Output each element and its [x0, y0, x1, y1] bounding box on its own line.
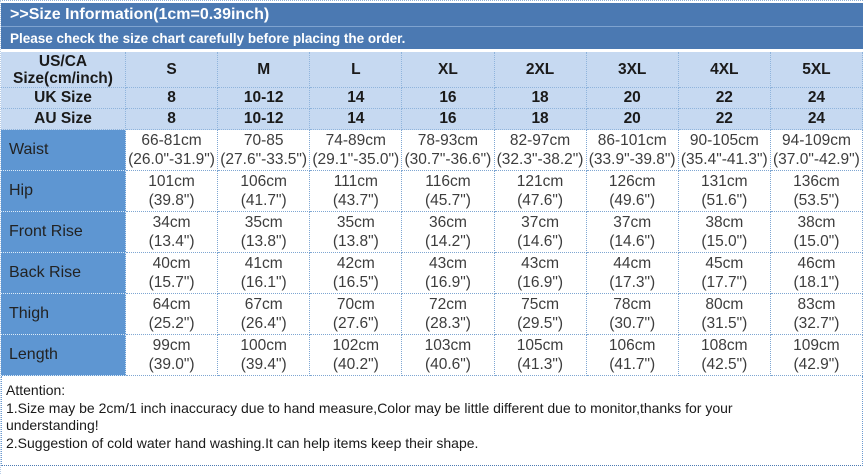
waist-cell-s — [126, 130, 218, 171]
thigh-cell-s — [126, 294, 218, 335]
uk-size-value: 8 — [126, 88, 218, 109]
au-size-value: 8 — [126, 109, 218, 130]
cm-value: 108cm — [701, 337, 748, 354]
length-cell-l — [310, 335, 402, 376]
inch-value: (33.9"-39.8") — [588, 151, 676, 168]
front-rise-cell-m — [218, 212, 310, 253]
front-rise-cell-2xl — [495, 212, 587, 253]
uk-size-value: 10-12 — [218, 88, 310, 109]
cm-value: 116cm — [425, 173, 471, 190]
inch-value: (16.9") — [424, 274, 471, 291]
cm-value: 106cm — [608, 337, 656, 354]
inch-value: (15.0") — [793, 233, 840, 250]
inch-value: (35.4"-41.3") — [680, 151, 768, 168]
waist-cell-2xl — [495, 130, 587, 171]
cm-value: 82-97cm — [509, 132, 571, 149]
waist-cell-l — [310, 130, 402, 171]
cm-value: 99cm — [152, 337, 191, 354]
cm-value: 70-85 — [243, 132, 284, 149]
inch-value: (29.5") — [517, 315, 564, 332]
inch-value: (13.8") — [332, 233, 379, 250]
thigh-cell-xl — [402, 294, 494, 335]
thigh-cell-m — [218, 294, 310, 335]
inch-value: (26.0"-31.9") — [128, 151, 215, 168]
hip-cell-4xl — [679, 171, 771, 212]
thigh-cell-3xl — [587, 294, 679, 335]
front-rise-cell-4xl — [679, 212, 771, 253]
cm-value: 111cm — [333, 173, 378, 190]
cm-value: 70cm — [336, 296, 375, 313]
au-size-value: 20 — [587, 109, 679, 130]
cm-value: 78-93cm — [417, 132, 479, 149]
waist-cell-3xl — [587, 130, 679, 171]
au-size-value: 22 — [679, 109, 771, 130]
uk-size-value: 22 — [679, 88, 771, 109]
length-cell-xl — [402, 335, 494, 376]
back-rise-cell-l — [310, 253, 402, 294]
size-table — [1, 52, 863, 376]
col-header-xl: XL — [402, 52, 494, 88]
au-size-value: 24 — [771, 109, 863, 130]
hip-cell-s — [126, 171, 218, 212]
row-label-back-rise: Back Rise — [1, 253, 126, 294]
cm-value: 42cm — [336, 255, 375, 272]
inch-value: (39.8") — [148, 192, 195, 209]
cm-value: 94-109cm — [781, 132, 851, 149]
inch-value: (25.2") — [148, 315, 195, 332]
cm-value: 90-105cm — [689, 132, 759, 149]
thigh-cell-5xl — [771, 294, 863, 335]
front-rise-cell-3xl — [587, 212, 679, 253]
length-cell-5xl — [771, 335, 863, 376]
length-cell-s — [126, 335, 218, 376]
cm-value: 41cm — [244, 255, 283, 272]
inch-value: (28.3") — [424, 315, 471, 332]
row-label-hip: Hip — [1, 171, 126, 212]
length-cell-3xl — [587, 335, 679, 376]
inch-value: (39.4") — [240, 356, 287, 373]
inch-value: (17.3") — [609, 274, 656, 291]
length-cell-2xl — [495, 335, 587, 376]
inch-value: (16.1") — [240, 274, 287, 291]
cm-value: 126cm — [608, 173, 656, 190]
inch-value: (51.6") — [701, 192, 748, 209]
cm-value: 38cm — [705, 214, 744, 231]
waist-cell-4xl — [679, 130, 771, 171]
back-rise-cell-4xl — [679, 253, 771, 294]
inch-value: (29.1"-35.0") — [312, 151, 400, 168]
inch-value: (49.6") — [609, 192, 656, 209]
cm-value: 45cm — [705, 255, 744, 272]
cm-value: 106cm — [240, 173, 287, 190]
inch-value: (14.2") — [424, 233, 471, 250]
uk-size-value: 20 — [587, 88, 679, 109]
hip-cell-m — [218, 171, 310, 212]
waist-cell-xl — [402, 130, 494, 171]
au-size-value: 16 — [402, 109, 494, 130]
hip-cell-2xl — [495, 171, 587, 212]
attention-section — [1, 376, 863, 466]
inch-value: (40.2") — [332, 356, 379, 373]
inch-value: (41.7") — [609, 356, 656, 373]
cm-value: 37cm — [521, 214, 560, 231]
cm-value: 131cm — [701, 173, 748, 190]
inch-value: (26.4") — [240, 315, 287, 332]
row-label-thigh: Thigh — [1, 294, 126, 335]
au-size-value: 14 — [310, 109, 402, 130]
cm-value: 64cm — [152, 296, 191, 313]
inch-value: (14.6") — [609, 233, 656, 250]
inch-value: (45.7") — [424, 192, 471, 209]
cm-value: 37cm — [613, 214, 652, 231]
uk-size-value: 24 — [771, 88, 863, 109]
corner-header-line2: Size(cm/inch) — [13, 69, 113, 87]
attention-note-1-cont: understanding! — [6, 417, 99, 433]
length-cell-m — [218, 335, 310, 376]
waist-cell-m — [218, 130, 310, 171]
au-size-value: 18 — [495, 109, 587, 130]
inch-value: (15.7") — [148, 274, 195, 291]
cm-value: 103cm — [424, 337, 472, 354]
row-label-length: Length — [1, 335, 126, 376]
col-header-m: M — [218, 52, 310, 88]
cm-value: 74-89cm — [325, 132, 386, 149]
attention-note-2: 2.Suggestion of cold water hand washing.It can help items keep their shape. — [6, 434, 479, 451]
cm-value: 44cm — [613, 255, 652, 272]
inch-value: (15.0") — [701, 233, 748, 250]
size-info-title: >>Size Information(1cm=0.39inch) — [10, 5, 270, 23]
inch-value: (32.7") — [793, 315, 840, 332]
cm-value: 38cm — [797, 214, 836, 231]
inch-value: (16.5") — [332, 274, 379, 291]
row-label-waist: Waist — [1, 130, 126, 171]
cm-value: 35cm — [244, 214, 283, 231]
inch-value: (40.6") — [424, 356, 471, 373]
back-rise-cell-5xl — [771, 253, 863, 294]
hip-cell-5xl — [771, 171, 863, 212]
col-header-2xl: 2XL — [495, 52, 587, 88]
cm-value: 43cm — [521, 255, 560, 272]
inch-value: (47.6") — [517, 192, 564, 209]
inch-value: (37.0"-42.9") — [773, 151, 860, 168]
length-cell-4xl — [679, 335, 771, 376]
inch-value: (42.5") — [701, 356, 748, 373]
hip-cell-3xl — [587, 171, 679, 212]
cm-value: 105cm — [516, 337, 564, 354]
inch-value: (27.6") — [332, 315, 379, 332]
col-header-l: L — [310, 52, 402, 88]
front-rise-cell-l — [310, 212, 402, 253]
cm-value: 80cm — [705, 296, 744, 313]
cm-value: 35cm — [336, 214, 375, 231]
cm-value: 75cm — [521, 296, 560, 313]
inch-value: (43.7") — [332, 192, 379, 209]
inch-value: (32.3"-38.2") — [496, 151, 584, 168]
back-rise-cell-xl — [402, 253, 494, 294]
cm-value: 72cm — [428, 296, 467, 313]
inch-value: (41.3") — [517, 356, 564, 373]
cm-value: 83cm — [797, 296, 836, 313]
cm-value: 40cm — [152, 255, 191, 272]
size-info-title-bar — [1, 3, 863, 27]
front-rise-cell-5xl — [771, 212, 863, 253]
col-header-3xl: 3XL — [587, 52, 679, 88]
back-rise-cell-3xl — [587, 253, 679, 294]
back-rise-cell-m — [218, 253, 310, 294]
au-size-value: 10-12 — [218, 109, 310, 130]
inch-value: (41.7") — [240, 192, 287, 209]
thigh-cell-2xl — [495, 294, 587, 335]
cm-value: 34cm — [152, 214, 191, 231]
cm-value: 78cm — [613, 296, 652, 313]
attention-title: Attention: — [6, 382, 66, 398]
uk-size-value: 14 — [310, 88, 402, 109]
cm-value: 66-81cm — [141, 132, 202, 149]
corner-header — [1, 52, 126, 88]
size-chart-subtitle: Please check the size chart carefully before placing the order. — [10, 30, 406, 46]
cm-value: 101cm — [148, 173, 195, 190]
cm-value: 46cm — [797, 255, 836, 272]
back-rise-cell-2xl — [495, 253, 587, 294]
inch-value: (14.6") — [517, 233, 564, 250]
cm-value: 109cm — [793, 337, 840, 354]
col-header-4xl: 4XL — [679, 52, 771, 88]
col-header-5xl: 5XL — [771, 52, 863, 88]
inch-value: (30.7") — [609, 315, 656, 332]
front-rise-cell-xl — [402, 212, 494, 253]
corner-header-line1: US/CA — [38, 52, 88, 70]
waist-cell-5xl — [771, 130, 863, 171]
cm-value: 43cm — [428, 255, 467, 272]
cm-value: 36cm — [428, 214, 467, 231]
thigh-cell-l — [310, 294, 402, 335]
front-rise-cell-s — [126, 212, 218, 253]
inch-value: (53.5") — [793, 192, 840, 209]
inch-value: (30.7"-36.6") — [404, 151, 492, 168]
col-header-s: S — [126, 52, 218, 88]
cm-value: 136cm — [793, 173, 840, 190]
uk-size-value: 18 — [495, 88, 587, 109]
hip-cell-xl — [402, 171, 494, 212]
inch-value: (31.5") — [701, 315, 748, 332]
hip-cell-l — [310, 171, 402, 212]
attention-note-1: 1.Size may be 2cm/1 inch inaccuracy due to hand measure,Color may be little different due to monitor,thanks for your — [6, 399, 733, 416]
au-size-label: AU Size — [1, 109, 126, 130]
inch-value: (17.7") — [701, 274, 748, 291]
cm-value: 67cm — [244, 296, 283, 313]
cm-value: 86-101cm — [597, 132, 667, 149]
row-label-front-rise: Front Rise — [1, 212, 126, 253]
inch-value: (16.9") — [517, 274, 564, 291]
inch-value: (13.4") — [148, 233, 195, 250]
inch-value: (18.1") — [793, 274, 840, 291]
back-rise-cell-s — [126, 253, 218, 294]
inch-value: (39.0") — [148, 356, 195, 373]
cm-value: 102cm — [332, 337, 380, 354]
cm-value: 121cm — [516, 173, 564, 190]
size-chart-subtitle-bar — [1, 27, 863, 49]
uk-size-label: UK Size — [1, 88, 126, 109]
inch-value: (13.8") — [240, 233, 287, 250]
uk-size-value: 16 — [402, 88, 494, 109]
cm-value: 100cm — [240, 337, 287, 354]
inch-value: (27.6"-33.5") — [220, 151, 308, 168]
inch-value: (42.9") — [793, 356, 840, 373]
thigh-cell-4xl — [679, 294, 771, 335]
